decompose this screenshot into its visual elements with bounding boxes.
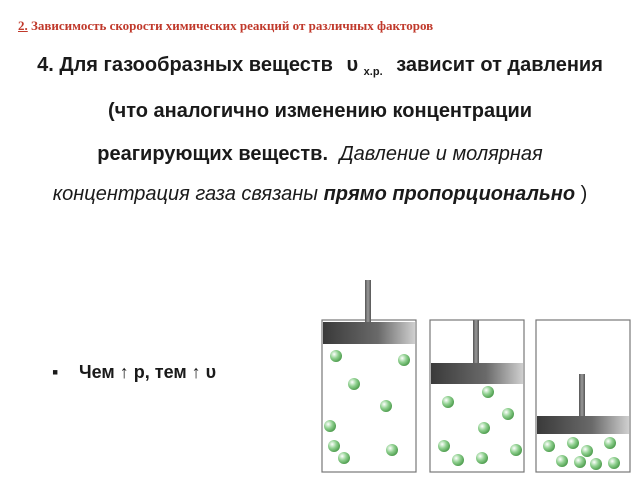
point-line-4-emphasis: прямо пропорционально bbox=[323, 183, 576, 205]
molecule bbox=[338, 452, 350, 464]
point-line-2: (что аналогично изменению концентрации bbox=[107, 100, 533, 122]
piston-rod bbox=[365, 280, 371, 322]
bullet-item bbox=[52, 362, 216, 383]
molecule bbox=[581, 445, 593, 457]
bullet-text: Чем ↑ р, тем ↑ υ bbox=[79, 362, 217, 382]
molecule bbox=[398, 354, 410, 366]
piston-rod bbox=[473, 320, 479, 363]
molecule bbox=[452, 454, 464, 466]
point-line-3 bbox=[0, 143, 640, 166]
molecule bbox=[476, 452, 488, 464]
piston bbox=[537, 416, 629, 434]
molecule bbox=[348, 378, 360, 390]
point-prefix: 4. Для газообразных веществ bbox=[37, 54, 333, 76]
piston bbox=[323, 322, 415, 344]
container-medium-pressure bbox=[430, 320, 524, 472]
point-line-3-italic: Давление и молярная bbox=[339, 143, 543, 165]
molecule bbox=[380, 400, 392, 412]
molecule bbox=[502, 408, 514, 420]
piston-rod bbox=[579, 374, 585, 416]
molecule bbox=[478, 422, 490, 434]
molecule bbox=[567, 437, 579, 449]
pressure-diagram bbox=[318, 280, 638, 475]
bullet-marker: ▪ bbox=[52, 362, 59, 382]
point-line-1 bbox=[0, 54, 640, 78]
slide-header bbox=[18, 18, 433, 34]
molecule bbox=[330, 350, 342, 362]
point-line-4-close: ) bbox=[580, 183, 588, 205]
molecule bbox=[590, 458, 602, 470]
molecule bbox=[324, 420, 336, 432]
header-title: Зависимость скорости химических реакций от различных факторов bbox=[31, 18, 434, 33]
point-line-4 bbox=[0, 183, 640, 206]
header-number: 2. bbox=[18, 18, 28, 33]
point-suffix: зависит от давления bbox=[396, 54, 603, 76]
molecule bbox=[574, 456, 586, 468]
molecule bbox=[608, 457, 620, 469]
rate-symbol: υ bbox=[346, 54, 359, 76]
molecule bbox=[543, 440, 555, 452]
molecule bbox=[442, 396, 454, 408]
piston bbox=[431, 363, 523, 384]
molecule bbox=[604, 437, 616, 449]
rate-subscript: х.р. bbox=[363, 66, 383, 78]
molecule bbox=[482, 386, 494, 398]
container-high-pressure bbox=[536, 320, 630, 472]
molecule bbox=[328, 440, 340, 452]
container-low-pressure bbox=[322, 280, 416, 472]
molecule bbox=[556, 455, 568, 467]
molecule bbox=[386, 444, 398, 456]
point-line-4-italic: концентрация газа связаны bbox=[52, 183, 318, 205]
molecule bbox=[438, 440, 450, 452]
point-line-3-bold: реагирующих веществ. bbox=[97, 143, 329, 165]
molecule bbox=[510, 444, 522, 456]
